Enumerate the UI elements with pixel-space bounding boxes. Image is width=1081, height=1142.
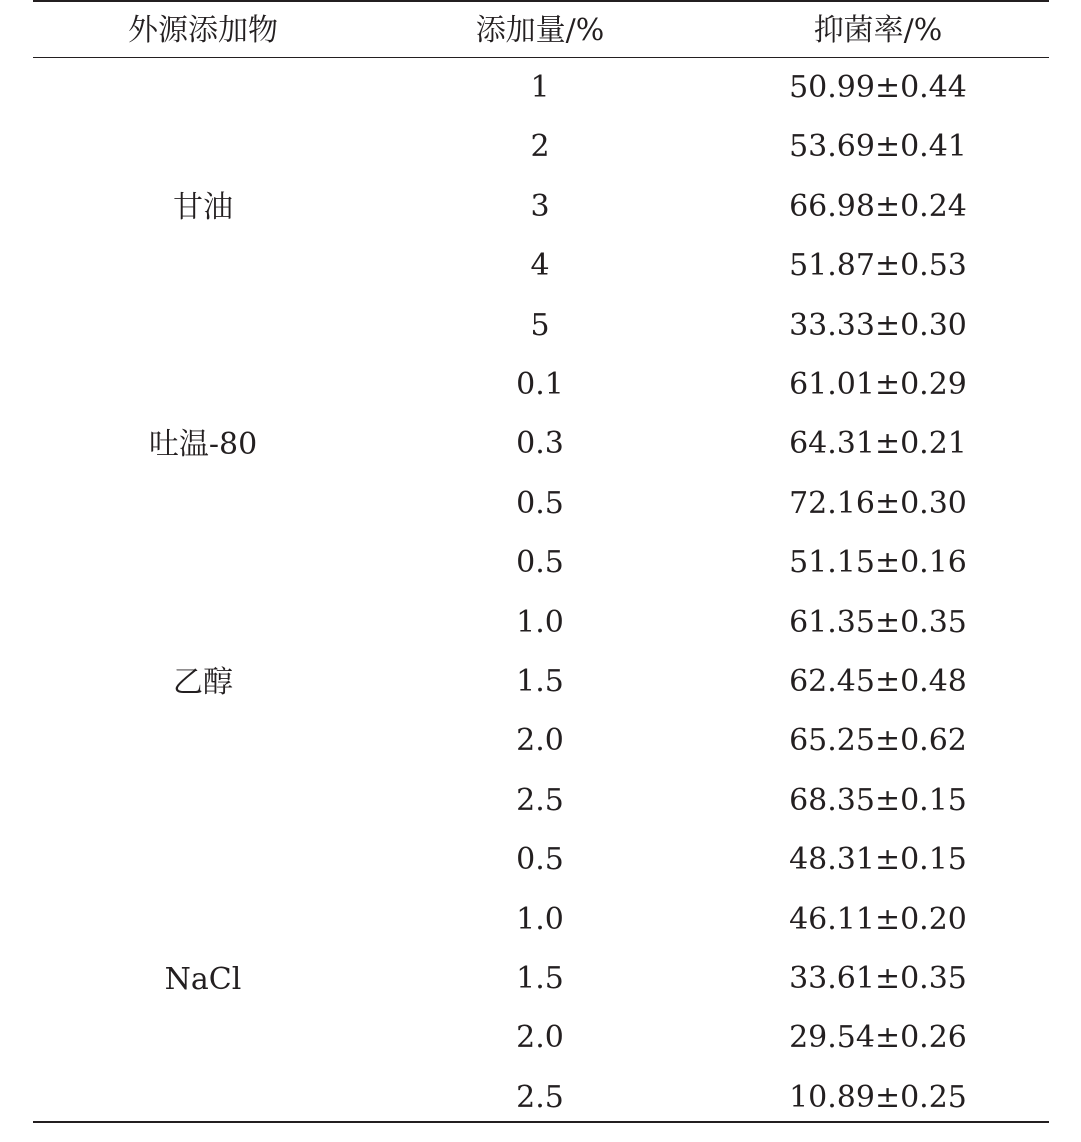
cell-rate: 10.89±0.25 xyxy=(789,1079,967,1115)
table-bottom-rule xyxy=(33,1121,1049,1123)
data-table xyxy=(33,0,1049,1124)
cell-amount: 2.5 xyxy=(516,782,564,818)
cell-rate: 51.15±0.16 xyxy=(789,545,967,581)
cell-rate: 61.35±0.35 xyxy=(789,604,967,640)
cell-rate: 33.61±0.35 xyxy=(789,961,967,996)
cell-rate: 50.99±0.44 xyxy=(789,70,967,105)
cell-amount: 3 xyxy=(530,188,550,224)
table-row xyxy=(33,712,1049,771)
cell-amount: 1.5 xyxy=(516,664,564,699)
table-row xyxy=(33,831,1049,890)
cell-rate: 61.01±0.29 xyxy=(789,367,967,402)
cell-amount: 0.5 xyxy=(516,485,564,521)
table-row xyxy=(33,118,1049,177)
cell-amount: 0.1 xyxy=(516,367,564,402)
table-header-row xyxy=(33,2,1049,57)
table-row xyxy=(33,534,1049,593)
cell-agent-group: NaCl xyxy=(164,961,242,997)
table-row xyxy=(33,59,1049,118)
cell-amount: 1.5 xyxy=(516,961,564,996)
cell-amount: 4 xyxy=(530,248,550,284)
cell-agent-group: 甘油 xyxy=(173,189,233,225)
table-row xyxy=(33,475,1049,534)
table-header-rule xyxy=(33,57,1049,58)
cell-rate: 33.33±0.30 xyxy=(789,307,967,343)
cell-amount: 0.5 xyxy=(516,842,564,878)
cell-amount: 1.0 xyxy=(516,604,564,640)
cell-amount: 2.0 xyxy=(516,723,564,759)
table-row xyxy=(33,891,1049,950)
cell-rate: 65.25±0.62 xyxy=(789,723,967,759)
cell-rate: 53.69±0.41 xyxy=(789,129,967,165)
cell-rate: 62.45±0.48 xyxy=(789,664,967,699)
cell-rate: 48.31±0.15 xyxy=(789,842,967,878)
cell-amount: 0.5 xyxy=(516,545,564,581)
table-row xyxy=(33,1009,1049,1068)
cell-amount: 2 xyxy=(530,129,550,165)
cell-rate: 29.54±0.26 xyxy=(789,1020,967,1056)
cell-agent-group: 吐温-80 xyxy=(148,427,258,463)
table-row xyxy=(33,237,1049,296)
table-row xyxy=(33,594,1049,653)
cell-amount: 2.0 xyxy=(516,1020,564,1056)
header-rate: 抑菌率/% xyxy=(813,13,943,48)
cell-amount: 0.3 xyxy=(516,426,564,462)
table-row xyxy=(33,1069,1049,1128)
cell-rate: 46.11±0.20 xyxy=(789,901,967,937)
table-row xyxy=(33,356,1049,415)
cell-rate: 66.98±0.24 xyxy=(789,188,967,224)
table-row xyxy=(33,772,1049,831)
header-amount: 添加量/% xyxy=(475,13,605,48)
cell-agent-group: 乙醇 xyxy=(173,664,233,700)
cell-rate: 51.87±0.53 xyxy=(789,248,967,284)
cell-rate: 68.35±0.15 xyxy=(789,782,967,818)
header-agent: 外源添加物 xyxy=(128,13,278,48)
cell-rate: 72.16±0.30 xyxy=(789,485,967,521)
cell-amount: 1 xyxy=(530,70,550,105)
cell-rate: 64.31±0.21 xyxy=(789,426,967,462)
cell-amount: 5 xyxy=(530,307,550,343)
table-row xyxy=(33,297,1049,356)
cell-amount: 1.0 xyxy=(516,901,564,937)
cell-amount: 2.5 xyxy=(516,1079,564,1115)
